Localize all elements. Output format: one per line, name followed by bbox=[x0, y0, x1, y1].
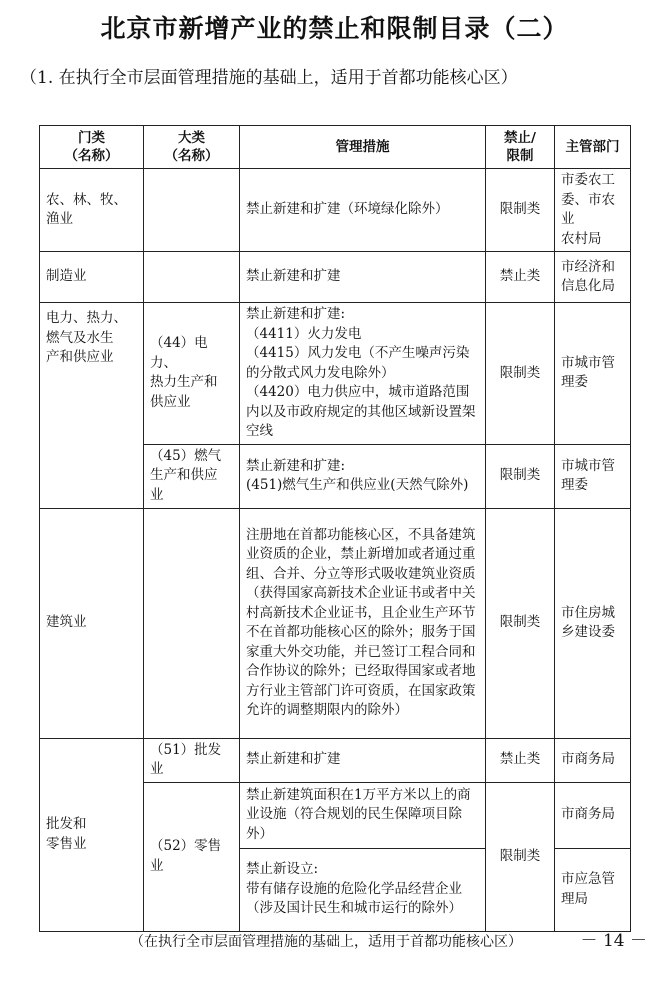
dept-cell: 市住房城 乡建设委 bbox=[555, 508, 631, 738]
header-major: 大类 （名称） bbox=[144, 126, 240, 169]
type-cell: 限制类 bbox=[486, 303, 555, 445]
page-title: 北京市新增产业的禁止和限制目录（二） bbox=[100, 14, 569, 43]
table-row bbox=[40, 738, 631, 782]
table-header-row bbox=[40, 126, 631, 169]
page-number: － 14 － bbox=[580, 931, 647, 951]
measure-cell: 禁止新建和扩建 bbox=[240, 252, 486, 303]
measure-cell: 禁止新建筑面积在1万平方米以上的商业设施（符合规划的民生保障项目除外） bbox=[240, 782, 486, 848]
dept-cell: 市商务局 bbox=[555, 782, 631, 848]
category-cell: 电力、热力、 燃气及水生 产和供应业 bbox=[40, 303, 144, 509]
major-cell: （45）燃气 生产和供应 业 bbox=[144, 444, 240, 508]
dept-cell: 市商务局 bbox=[555, 738, 631, 782]
header-category: 门类 （名称） bbox=[40, 126, 144, 169]
measure-cell: 禁止新设立: 带有储存设施的危险化学品经营企业（涉及国计民生和城市运行的除外） bbox=[240, 848, 486, 931]
major-cell bbox=[144, 508, 240, 738]
category-cell: 农、林、牧、 渔业 bbox=[40, 169, 144, 252]
dept-cell: 市委农工 委、市农业 农村局 bbox=[555, 169, 631, 252]
header-type: 禁止/ 限制 bbox=[486, 126, 555, 169]
dept-cell: 市应急管 理局 bbox=[555, 848, 631, 931]
catalog-table bbox=[39, 125, 631, 932]
category-cell: 制造业 bbox=[40, 252, 144, 303]
type-cell: 限制类 bbox=[486, 169, 555, 252]
dept-cell: 市经济和 信息化局 bbox=[555, 252, 631, 303]
measure-cell: 禁止新建和扩建: (451)燃气生产和供应业(天然气除外) bbox=[240, 444, 486, 508]
major-cell: （52）零售 业 bbox=[144, 782, 240, 931]
table-row bbox=[40, 303, 631, 445]
dept-cell: 市城市管 理委 bbox=[555, 303, 631, 445]
measure-cell: 禁止新建和扩建（环境绿化除外） bbox=[240, 169, 486, 252]
type-cell: 限制类 bbox=[486, 444, 555, 508]
footer-note: （在执行全市层面管理措施的基础上，适用于首都功能核心区） bbox=[130, 934, 522, 950]
type-cell: 禁止类 bbox=[486, 738, 555, 782]
major-cell: （51）批发 业 bbox=[144, 738, 240, 782]
header-measure: 管理措施 bbox=[240, 126, 486, 169]
measure-cell: 注册地在首都功能核心区，不具备建筑业资质的企业，禁止新增加或者通过重组、合并、分立等形式吸收建筑业资质（获得国家高新技术企业证书或者中关村高新技术企业证书，且企业生产环节不在首都功能核心区的除外；服务于国家重大外交功能，并已签订工程合同和合作协议的除外；已经取得国家或者地方行业主管部门许可资质，在国家政策允许的调整期限内的除外） bbox=[240, 508, 486, 738]
measure-cell: 禁止新建和扩建 bbox=[240, 738, 486, 782]
table-row bbox=[40, 252, 631, 303]
type-cell: 禁止类 bbox=[486, 252, 555, 303]
measure-cell: 禁止新建和扩建: （4411）火力发电 （4415）风力发电（不产生噪声污染的分散式风力发电除外） （4420）电力供应中，城市道路范围内以及市政府规定的其他区域新设置架空线 bbox=[240, 303, 486, 445]
major-cell bbox=[144, 252, 240, 303]
category-cell: 建筑业 bbox=[40, 508, 144, 738]
major-cell bbox=[144, 169, 240, 252]
table-row bbox=[40, 508, 631, 738]
type-cell: 限制类 bbox=[486, 508, 555, 738]
major-cell: （44）电力、 热力生产和 供应业 bbox=[144, 303, 240, 445]
dept-cell: 市城市管 理委 bbox=[555, 444, 631, 508]
category-cell: 批发和 零售业 bbox=[40, 738, 144, 931]
header-dept: 主管部门 bbox=[555, 126, 631, 169]
table-row bbox=[40, 169, 631, 252]
type-cell: 限制类 bbox=[486, 782, 555, 931]
page-subtitle: （1. 在执行全市层面管理措施的基础上，适用于首都功能核心区） bbox=[20, 68, 518, 88]
